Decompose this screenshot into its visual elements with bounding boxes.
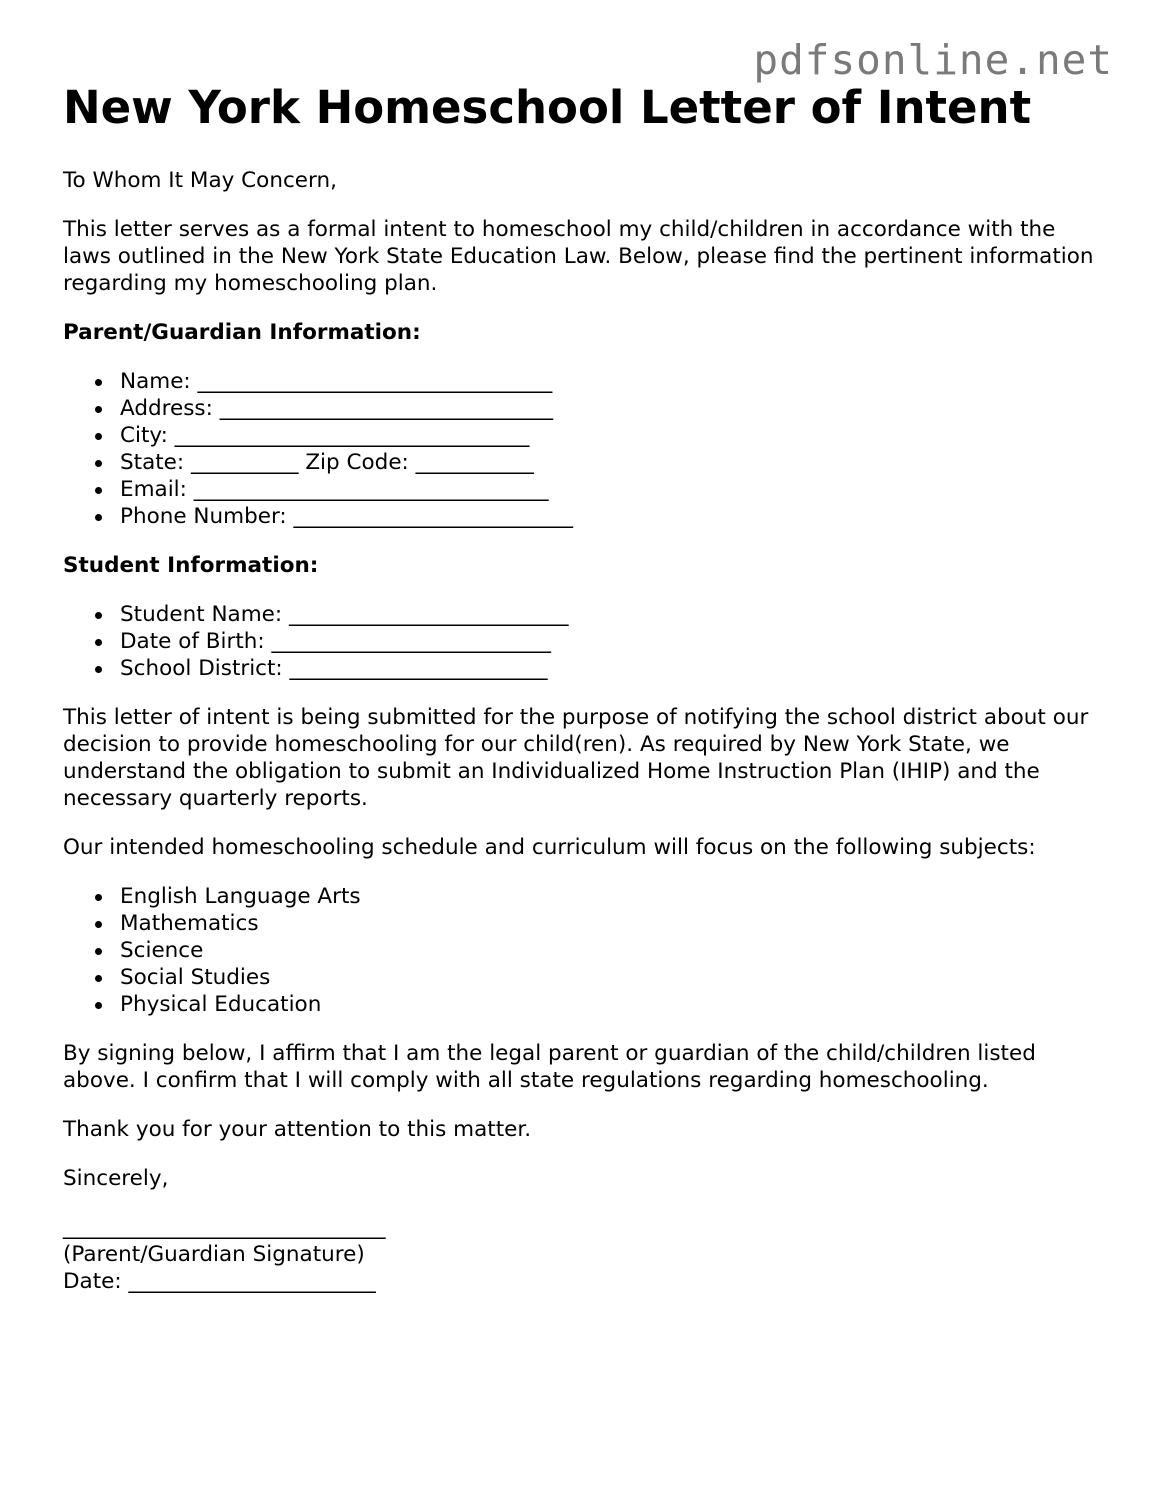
subjects-list xyxy=(63,883,1103,1018)
page-title: New York Homeschool Letter of Intent xyxy=(63,81,1032,134)
parent-phone-field[interactable]: Phone Number: __________________________ xyxy=(63,503,1103,530)
watermark: pdfsonline.net xyxy=(753,36,1113,84)
student-section-heading: Student Information: xyxy=(63,553,319,578)
subjects-intro: Our intended homeschooling schedule and curriculum will focus on the following subjects: xyxy=(63,835,1036,860)
subject-item: Physical Education xyxy=(63,991,1103,1018)
parent-fields-list xyxy=(63,368,1103,530)
signature-label: (Parent/Guardian Signature) xyxy=(63,1242,365,1267)
parent-city-field[interactable]: City: _________________________________ xyxy=(63,422,1103,449)
subject-item: English Language Arts xyxy=(63,883,1103,910)
greeting: To Whom It May Concern, xyxy=(63,168,337,193)
parent-address-field[interactable]: Address: _______________________________ xyxy=(63,395,1103,422)
subject-item: Mathematics xyxy=(63,910,1103,937)
subject-item: Social Studies xyxy=(63,964,1103,991)
parent-state-zip-field[interactable]: State: __________ Zip Code: ___________ xyxy=(63,449,1103,476)
date-field[interactable]: Date: _______________________ xyxy=(63,1269,376,1294)
parent-section-heading: Parent/Guardian Information: xyxy=(63,320,421,345)
thanks-paragraph: Thank you for your attention to this matter. xyxy=(63,1117,532,1142)
student-fields-list xyxy=(63,601,1103,682)
signature-line[interactable]: ______________________________ xyxy=(63,1215,386,1240)
student-district-field[interactable]: School District: ________________________ xyxy=(63,655,1103,682)
purpose-paragraph: This letter of intent is being submitted for the purpose of notifying the school district about our decision to provide homeschooling for our child(ren). As required by New York State, we understand the obligation to submit an Individualized Home Instruction Plan (IHIP) and the necessary quarterly reports. xyxy=(63,705,1089,811)
parent-email-field[interactable]: Email: _________________________________ xyxy=(63,476,1103,503)
closing: Sincerely, xyxy=(63,1166,169,1191)
student-dob-field[interactable]: Date of Birth: __________________________ xyxy=(63,628,1103,655)
subject-item: Science xyxy=(63,937,1103,964)
affirmation-paragraph: By signing below, I affirm that I am the legal parent or guardian of the child/children listed above. I confirm that I will comply with all state regulations regarding homeschooling. xyxy=(63,1041,1036,1093)
intro-paragraph: This letter serves as a formal intent to homeschool my child/children in accordance with the laws outlined in the New York State Education Law. Below, please find the pertinent information regarding my homeschooling plan. xyxy=(63,217,1094,296)
parent-name-field[interactable]: Name: _________________________________ xyxy=(63,368,1103,395)
letter-document xyxy=(63,80,1103,1295)
student-name-field[interactable]: Student Name: __________________________ xyxy=(63,601,1103,628)
